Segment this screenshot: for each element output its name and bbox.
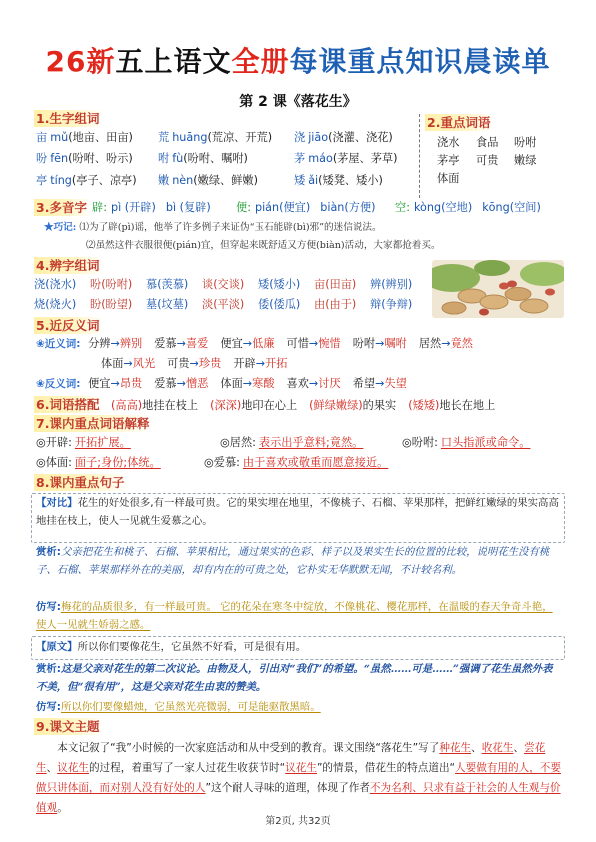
polyphone-char: 空: bbox=[395, 201, 410, 214]
pair-word-a: 爱慕 bbox=[154, 377, 177, 390]
collocation bbox=[309, 399, 396, 412]
imitation-label-1: 仿写: bbox=[36, 601, 61, 613]
theme-sep-2: 、 bbox=[513, 742, 525, 754]
theme-end: 。 bbox=[57, 802, 68, 814]
polyphone-char: 辟: bbox=[92, 201, 107, 214]
collocation-modifier: (鲜绿嫩绿) bbox=[309, 399, 363, 412]
theme-taste: 尝花生 bbox=[36, 742, 546, 774]
word-pinyin: jiāo bbox=[308, 131, 329, 144]
pair-word-b: 憎恶 bbox=[185, 377, 209, 390]
word-compounds: (茅屋、茅草) bbox=[332, 152, 398, 165]
word-char: 矮 bbox=[294, 174, 306, 187]
theme-plant: 种花生 bbox=[439, 742, 472, 754]
collocation bbox=[111, 399, 198, 412]
pair-word-b: 寒酸 bbox=[252, 377, 275, 390]
word-entry bbox=[36, 151, 133, 167]
word-char: 吩 bbox=[36, 152, 48, 165]
polyphone-reading-a: kòng(空地) bbox=[413, 201, 473, 214]
section-2-title: 2.重点词语 bbox=[425, 114, 494, 131]
word-char: 亩 bbox=[36, 131, 48, 144]
pair-arrow-icon: → bbox=[308, 337, 319, 350]
collocation-items bbox=[107, 399, 495, 412]
definition-entry bbox=[36, 455, 161, 471]
pair-arrow-icon: → bbox=[242, 377, 253, 390]
title-part-2: 五上语文 bbox=[115, 45, 232, 78]
word-pair bbox=[233, 357, 287, 370]
section-1-title: 1.生字组词 bbox=[34, 110, 103, 127]
polyphone-reading-b: bì (复辟) bbox=[165, 201, 211, 214]
pair-word-b: 风光 bbox=[132, 357, 156, 370]
distinguish-word: 烧(烧火) bbox=[34, 298, 77, 311]
pair-word-a: 开辟 bbox=[233, 357, 256, 370]
word-entry bbox=[36, 173, 137, 189]
theme-text-k: ”的情景，借花生的特点道出“ bbox=[316, 762, 456, 774]
pair-arrow-icon: → bbox=[110, 377, 120, 390]
analysis-2-text: 这是父亲对花生的第二次议论。由物及人，引出对“我们”的希望。“虽然……可是……”强调了花生虽然外表不美，但“很有用”，这是父亲对花生由衷的赞美。 bbox=[36, 663, 553, 693]
word-char: 咐 bbox=[158, 152, 170, 165]
pair-arrow-icon: → bbox=[375, 377, 385, 390]
peanuts-illustration bbox=[432, 260, 564, 318]
word-pair bbox=[167, 357, 221, 370]
definition-text: 口头指派或命令。 bbox=[440, 436, 531, 449]
theme-sep-3: 、 bbox=[46, 762, 58, 774]
antonym-label: ❀反义词: bbox=[36, 378, 81, 390]
distinguish-word: 盼(盼望) bbox=[90, 298, 133, 311]
word-compounds: (嫩绿、鲜嫩) bbox=[193, 174, 258, 187]
distinguish-word: 墓(坟墓) bbox=[146, 298, 189, 311]
word-pair bbox=[287, 337, 341, 350]
pair-word-b: 珍贵 bbox=[198, 357, 222, 370]
pair-word-b: 惋惜 bbox=[318, 337, 341, 350]
pair-arrow-icon: → bbox=[176, 337, 186, 350]
pair-arrow-icon: → bbox=[308, 377, 319, 390]
section-7-title: 7.课内重点词语解释 bbox=[34, 415, 153, 432]
word-compounds: (吩咐、嘱咐) bbox=[183, 152, 248, 165]
distinguish-word: 淡(平淡) bbox=[202, 298, 245, 311]
imitation-2 bbox=[36, 698, 321, 716]
theme-moral: 人要做有用的人，不要做只讲体面，而对别人没有好处的人 bbox=[36, 762, 561, 794]
key-word: 可贵 bbox=[476, 154, 499, 167]
pair-arrow-icon: → bbox=[123, 357, 133, 370]
distinguish-word: 亩(田亩) bbox=[314, 278, 357, 291]
pair-word-a: 可贵 bbox=[167, 357, 190, 370]
word-entry bbox=[158, 173, 258, 189]
word-pair bbox=[88, 377, 142, 390]
pair-word-a: 体面 bbox=[220, 377, 243, 390]
distinguish-word: 倭(倭瓜) bbox=[258, 298, 301, 311]
definition-text: 由于喜欢或敬重而愿意接近。 bbox=[242, 456, 389, 469]
theme-text-a: 本文记叙了“我”小时候的一次家庭活动和从中受到的教育。课文围绕“落花生”写了 bbox=[57, 742, 440, 754]
synonym-pairs-1 bbox=[84, 337, 473, 350]
definition-text: 开拓扩展。 bbox=[74, 436, 131, 449]
pair-word-a: 可惜 bbox=[286, 337, 309, 350]
distinguish-word: 矮(矮小) bbox=[258, 278, 301, 291]
pair-word-b: 喜爱 bbox=[185, 337, 209, 350]
theme-paragraph bbox=[36, 738, 562, 818]
theme-discuss: 议花生 bbox=[57, 762, 89, 774]
collocation-phrase: 的果实 bbox=[362, 399, 397, 412]
contrast-tag: 【对比】 bbox=[36, 497, 78, 509]
section-9-title: 9.课文主题 bbox=[34, 718, 103, 735]
section-4-title: 4.辨字组词 bbox=[34, 257, 103, 274]
sentence-2-text: 所以你们要像花生，它虽然不好看，可是很有用。 bbox=[77, 641, 307, 653]
sentence-2 bbox=[36, 638, 306, 656]
pair-word-a: 爱慕 bbox=[154, 337, 177, 350]
polyphone-reading-b: kōng(空间) bbox=[482, 201, 541, 214]
key-word: 嫩绿 bbox=[514, 154, 537, 167]
analysis-label-1: 赏析: bbox=[36, 546, 61, 558]
word-char: 荒 bbox=[158, 131, 170, 144]
collocation-modifier: (高高) bbox=[111, 399, 143, 412]
pair-word-b: 辨别 bbox=[119, 337, 143, 350]
polyphone-item bbox=[92, 200, 211, 216]
page-footer: 第2页, 共32页 bbox=[265, 816, 331, 827]
pair-arrow-icon: → bbox=[242, 337, 253, 350]
tip-label: ★巧记: bbox=[44, 222, 77, 233]
collocation-phrase: 地挂在枝上 bbox=[142, 399, 199, 412]
pair-word-b: 低廉 bbox=[252, 337, 275, 350]
analysis-label-2: 赏析: bbox=[36, 663, 61, 675]
word-pair bbox=[287, 377, 341, 390]
section-6-line bbox=[34, 396, 495, 414]
word-entry bbox=[294, 130, 393, 146]
word-pair bbox=[154, 337, 208, 350]
word-pinyin: mǔ bbox=[50, 131, 69, 144]
definition-entry bbox=[36, 435, 131, 451]
collocation-phrase: 地印在心上 bbox=[241, 399, 298, 412]
polyphone-char: 便: bbox=[236, 201, 251, 214]
analysis-1 bbox=[36, 543, 560, 579]
theme-text-m: ”这个耐人寻味的道理，体现了作者 bbox=[205, 782, 370, 794]
pair-word-a: 体面 bbox=[101, 357, 124, 370]
pair-arrow-icon: → bbox=[110, 337, 120, 350]
original-tag: 【原文】 bbox=[36, 641, 78, 653]
theme-discuss-2: 议花生 bbox=[285, 762, 317, 774]
key-word: 食品 bbox=[476, 136, 499, 149]
word-entry bbox=[294, 151, 397, 167]
section-8-title: 8.课内重点句子 bbox=[34, 474, 128, 491]
word-pinyin: tíng bbox=[50, 174, 72, 187]
word-pinyin: fù bbox=[172, 152, 184, 165]
word-pinyin: ǎi bbox=[308, 174, 319, 187]
word-pair bbox=[154, 377, 208, 390]
distinguish-word: 辨(辨别) bbox=[370, 278, 413, 291]
pair-word-a: 吩咐 bbox=[352, 337, 376, 350]
synonym-label: ❀近义词: bbox=[36, 338, 81, 350]
polyphone-reading-a: pì (开辟) bbox=[110, 201, 156, 214]
theme-values: 不为名利、只求有益于社会的人生观与价值观 bbox=[36, 782, 561, 814]
definition-word: ◎爱慕: bbox=[204, 456, 240, 469]
definition-entry bbox=[220, 435, 363, 451]
imitation-2-text: 所以你们要像蜡烛，它虽然光亮微弱，可是能驱散黑暗。 bbox=[60, 701, 321, 713]
distinguish-word: 谈(交谈) bbox=[202, 278, 245, 291]
key-word: 茅亭 bbox=[437, 154, 460, 167]
distinguish-word: 由(由于) bbox=[314, 298, 357, 311]
page-title bbox=[0, 40, 596, 80]
pair-word-a: 便宜 bbox=[220, 337, 243, 350]
pair-arrow-icon: → bbox=[255, 357, 266, 370]
theme-harvest: 收花生 bbox=[481, 742, 514, 754]
section-divider bbox=[419, 114, 420, 198]
pair-word-b: 讨厌 bbox=[318, 377, 341, 390]
definition-entry bbox=[402, 435, 530, 451]
word-compounds: (吩咐、吩示) bbox=[68, 152, 133, 165]
word-char: 嫩 bbox=[158, 174, 170, 187]
word-char: 茅 bbox=[294, 152, 306, 165]
analysis-2 bbox=[36, 660, 560, 696]
imitation-1 bbox=[36, 598, 560, 634]
pair-word-a: 分辨 bbox=[88, 337, 111, 350]
distinguish-word: 慕(羡慕) bbox=[146, 278, 189, 291]
analysis-1-text: 父亲把花生和桃子、石榴、苹果相比，通过果实的色彩、样子以及果实生长的位置的比较，说明花生没有桃子、石榴、苹果那样外在的美丽，却有内在的可贵之处，它朴实无华默默无闻，不计较名利。 bbox=[36, 546, 550, 576]
definition-word: ◎吩咐: bbox=[402, 436, 438, 449]
key-word: 吩咐 bbox=[514, 136, 537, 149]
polyphone-reading-b: biàn(方便) bbox=[320, 201, 376, 214]
word-compounds: (亭子、凉亭) bbox=[71, 174, 137, 187]
distinguish-word: 辩(争辩) bbox=[370, 298, 413, 311]
collocation bbox=[210, 399, 297, 412]
section-3-title: 3.多音字 bbox=[34, 199, 91, 216]
pair-arrow-icon: → bbox=[189, 357, 199, 370]
section-6-title: 6.词语搭配 bbox=[34, 396, 103, 413]
word-char: 亭 bbox=[36, 174, 48, 187]
word-pair bbox=[88, 337, 142, 350]
pair-arrow-icon: → bbox=[375, 337, 385, 350]
tip-text-1: ⑴为了辟(pì)谣，他举了许多例子来证伪“玉石能辟(bì)邪”的迷信说法。 bbox=[79, 222, 382, 233]
pair-word-a: 居然 bbox=[418, 337, 442, 350]
key-word: 体面 bbox=[437, 172, 460, 185]
definition-entry bbox=[204, 455, 388, 471]
distinguish-word: 浇(浇水) bbox=[34, 278, 77, 291]
word-pair bbox=[353, 377, 407, 390]
word-pair bbox=[220, 337, 274, 350]
tip-text-2: ⑵虽然这件衣服很便(pián)宜，但穿起来既舒适又方便(biàn)活动，大家都抢着买。 bbox=[86, 240, 441, 251]
sentence-1-text: 花生的好处很多,有一样最可贵。它的果实埋在地里，不像桃子、石榴、苹果那样，把鲜红嫩绿的果实高高地挂在枝上，使人一见就生爱慕之心。 bbox=[36, 497, 559, 527]
collocation bbox=[408, 399, 495, 412]
pair-word-b: 昂贵 bbox=[119, 377, 143, 390]
definition-word: ◎居然: bbox=[220, 436, 256, 449]
word-compounds: (浇灌、浇花) bbox=[328, 131, 393, 144]
antonym-line bbox=[36, 376, 407, 392]
word-pinyin: fēn bbox=[50, 152, 69, 165]
pair-word-a: 希望 bbox=[352, 377, 376, 390]
synonym-pairs-2 bbox=[97, 356, 287, 372]
word-pinyin: huāng bbox=[172, 131, 208, 144]
synonym-line-1 bbox=[36, 336, 473, 352]
definition-text: 表示出乎意料;竟然。 bbox=[258, 436, 364, 449]
distinguish-word: 吩(吩咐) bbox=[90, 278, 133, 291]
word-entry bbox=[294, 173, 383, 189]
word-entry bbox=[158, 130, 272, 146]
collocation-modifier: (深深) bbox=[210, 399, 242, 412]
word-entry bbox=[158, 151, 248, 167]
section-5-title: 5.近反义词 bbox=[34, 317, 103, 334]
polyphone-reading-a: pián(便宜) bbox=[254, 201, 311, 214]
polyphone-item bbox=[236, 200, 376, 216]
pair-word-b: 竟然 bbox=[450, 337, 473, 350]
word-pinyin: máo bbox=[308, 152, 333, 165]
word-compounds: (地亩、田亩) bbox=[68, 131, 133, 144]
word-pair bbox=[101, 357, 155, 370]
key-word: 浇水 bbox=[437, 136, 460, 149]
tip-line-1 bbox=[44, 219, 382, 233]
imitation-label-2: 仿写: bbox=[36, 701, 61, 713]
theme-sep-1: 、 bbox=[471, 742, 482, 754]
word-pair bbox=[353, 337, 407, 350]
sentence-1 bbox=[36, 494, 560, 530]
theme-text-i: 的过程，着重写了一家人过花生收获节时“ bbox=[88, 762, 286, 774]
word-compounds: (荒凉、开荒) bbox=[207, 131, 273, 144]
pair-word-a: 便宜 bbox=[88, 377, 111, 390]
imitation-1-text: 梅花的品质很多，有一样最可贵。 它的花朵在寒冬中绽放，不像桃花、樱花那样，在温暖的春天争奇斗艳，使人一见就生娇弱之感。 bbox=[36, 601, 553, 631]
pair-arrow-icon: → bbox=[176, 377, 186, 390]
word-pinyin: nèn bbox=[172, 174, 194, 187]
polyphone-item bbox=[395, 200, 541, 216]
word-compounds: (矮凳、矮小) bbox=[318, 174, 383, 187]
collocation-phrase: 地长在地上 bbox=[439, 399, 496, 412]
title-part-4: 每课重点知识晨读单 bbox=[289, 45, 551, 78]
definition-text: 面子;身份;体统。 bbox=[74, 456, 161, 469]
collocation-modifier: (矮矮) bbox=[408, 399, 440, 412]
pair-arrow-icon: → bbox=[441, 337, 451, 350]
pair-word-a: 喜欢 bbox=[286, 377, 309, 390]
lesson-subtitle: 第 2 课《落花生》 bbox=[239, 94, 357, 110]
word-pair bbox=[419, 337, 473, 350]
word-entry bbox=[36, 130, 133, 146]
definition-word: ◎开辟: bbox=[36, 436, 72, 449]
definition-word: ◎体面: bbox=[36, 456, 72, 469]
peanuts-photo bbox=[432, 260, 564, 318]
antonym-pairs bbox=[84, 377, 407, 390]
title-part-1: 26新 bbox=[45, 45, 116, 78]
pair-word-b: 开拓 bbox=[265, 357, 288, 370]
pair-word-b: 嘱咐 bbox=[384, 337, 407, 350]
word-char: 浇 bbox=[294, 131, 306, 144]
title-part-3: 全册 bbox=[231, 45, 290, 78]
pair-word-b: 失望 bbox=[384, 377, 407, 390]
word-pair bbox=[220, 377, 274, 390]
